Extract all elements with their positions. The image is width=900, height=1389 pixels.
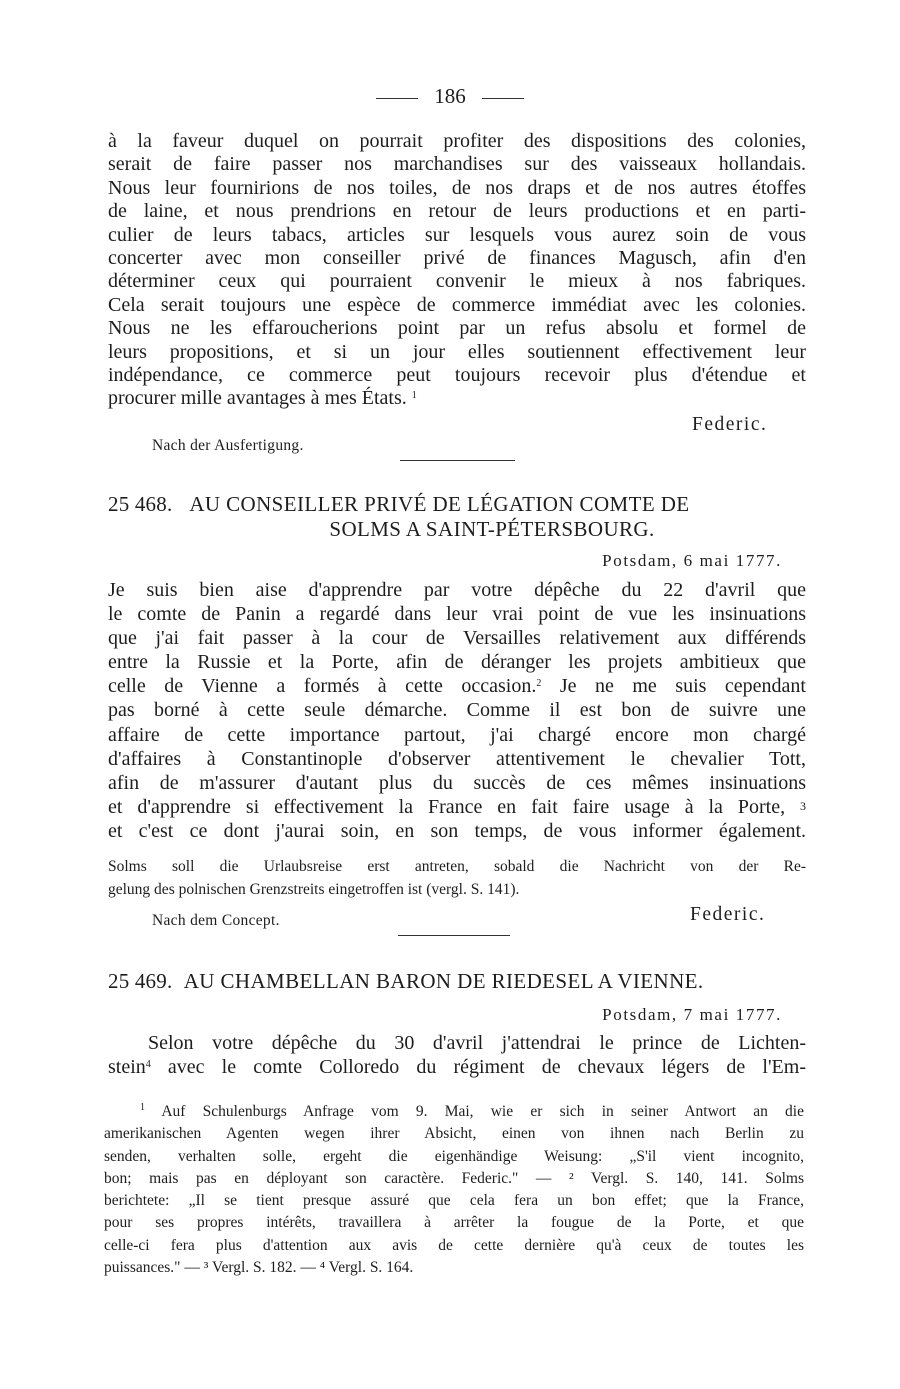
letter-body [108,578,806,843]
text-line: afin de m'assurer d'autant plus du succès de ces mêmes insinuations [108,771,806,794]
page-header [0,82,900,110]
text-line: leurs propositions, et si un jour elles soutiennent effectivement leur [108,340,806,363]
text-line: indépendance, ce commerce peut toujours recevoir plus d'étendue et [108,364,806,387]
text-line: et d'apprendre si effectivement la France en fait faire usage à la Porte, [108,795,786,818]
section-separator [400,460,515,461]
place: Potsdam, [602,551,678,570]
text-line: Je suis bien aise d'apprendre par votre dépêche du 22 d'avril que [108,579,806,601]
signature: Federic. [690,904,766,925]
text-line: de laine, et nous prendrions en retour de leurs productions et en parti- [108,200,806,223]
footnote-line: berichtete: „Il se tient presque assuré que cela fera un bon effet; que la France, [104,1192,804,1210]
footnote-line: puissances." — ³ Vergl. S. 182. — ⁴ Vergl. S. 164. [104,1259,414,1277]
source-note: Nach der Ausfertigung. [152,437,304,454]
text-line: Nous ne les effaroucherions point par un refus absolu et formel de [108,317,806,340]
place: Potsdam, [602,1005,678,1024]
editor-note-line2: gelung des polnischen Grenzstreits eingetroffen ist (vergl. S. 141). [108,881,520,898]
text-line: entre la Russie et la Porte, afin de déranger les projets ambitieux que [108,651,806,674]
text-line: que j'ai fait passer à la cour de Versailles relativement aux différends [108,627,806,650]
footnote-line: amerikanischen Agenten wegen ihrer Absicht, einen von ihnen nach Berlin zu [104,1125,804,1143]
text-line: Selon votre dépêche du 30 d'avril j'attendrai le prince de Lichten- [148,1032,806,1054]
footnote-marker: 1 [140,1102,145,1113]
text-line: Cela serait toujours une espèce de commerce immédiat avec les colonies. [108,293,806,316]
text-line: d'affaires à Constantinople d'observer attentivement le chevalier Tott, [108,747,806,770]
text-line: concerter avec mon conseiller privé de finances Magusch, afin d'en [108,247,806,270]
text-line: procurer mille avantages à mes États. [108,387,407,410]
section-separator [398,935,510,936]
text-line: déterminer ceux qui pourraient convenir le mieux à nos fabriques. [108,270,806,293]
text-line: pas borné à cette seule démarche. Comme il est bon de suivre une [108,699,806,722]
text-line: celle de Vienne a formés à cette occasion. [108,675,537,698]
date: 7 mai 1777. [683,1005,782,1024]
text-line: le comte de Panin a regardé dans leur vrai point de vue les insinuations [108,603,806,626]
text-line: affaire de cette importance partout, j'ai chargé encore mon chargé [108,723,806,746]
page-number: 186 [434,84,466,108]
letter-number: 25 468. [108,492,173,516]
text-line-with-ref [108,1055,806,1079]
letter-title-text: AU CHAMBELLAN BARON DE RIEDESEL A VIENNE. [183,969,704,993]
text-line: culier de leurs tabacs, articles sur lesquels vous aurez soin de vous [108,223,806,246]
source-note: Nach dem Concept. [152,912,280,929]
letter-title-line1: AU CONSEILLER PRIVÉ DE LÉGATION COMTE DE [189,492,690,516]
text-line: avec le comte Colloredo du régiment de chevaux légers de l'Em- [150,1056,806,1078]
text-line: à la faveur duquel on pourrait profiter des dispositions des colonies, [108,130,806,152]
footnote-ref: 2 [536,678,542,690]
dateline [602,551,782,571]
footnote-line: pour ses propres intérêts, travaillera à arrêter la fougue de la Porte, et que [104,1214,804,1232]
margin-ref: 3 [800,798,807,813]
header-rule-left [376,98,418,99]
text-line-last [108,387,806,410]
footnote-line: senden, verhalten solle, ergeht die eigenhändige Weisung: „S'il vient incognito, [104,1147,804,1165]
footnote-text: Auf Schulenburgs Anfrage vom 9. Mai, wie er sich in seiner Antwort an die [161,1103,804,1120]
footnote-line: celle-ci fera plus d'attention aux avis de cette dernière qu'à ceux de toutes les [104,1236,804,1254]
header-rule-right [482,98,524,99]
letter-title [108,492,806,542]
dateline [602,1005,782,1025]
text-line-with-ref [108,795,806,819]
letter-body [108,1031,806,1079]
letter-title [108,969,806,994]
letter-title-line2: SOLMS A SAINT-PÉTERSBOURG. [329,517,655,541]
text-line: Je ne me suis cependant [559,675,806,698]
footnote-ref: 4 [145,1059,151,1070]
text-line: et c'est ce dont j'aurai soin, en son temps, de vous informer également. [108,819,806,842]
editor-note-line1: Solms soll die Urlaubsreise erst antreten, sobald die Nachricht von der Re- [108,858,806,875]
footnote-line [104,1101,804,1123]
continuation-paragraph [108,130,806,411]
text-line: serait de faire passer nos marchandises sur des vaisseaux hollandais. [108,153,806,176]
date: 6 mai 1777. [683,551,782,570]
text-line-with-ref [108,674,806,698]
text-line: stein [108,1056,146,1078]
footnote-ref: 1 [411,390,417,402]
text-line: Nous leur fournirions de nos toiles, de nos draps et de nos autres étoffes [108,176,806,199]
footnotes [104,1101,804,1279]
letter-number: 25 469. [108,969,173,993]
signature: Federic. [692,414,768,435]
footnote-line: bon; mais pas en déployant son caractère. Federic." — ² Vergl. S. 140, 141. Solms [104,1169,804,1187]
